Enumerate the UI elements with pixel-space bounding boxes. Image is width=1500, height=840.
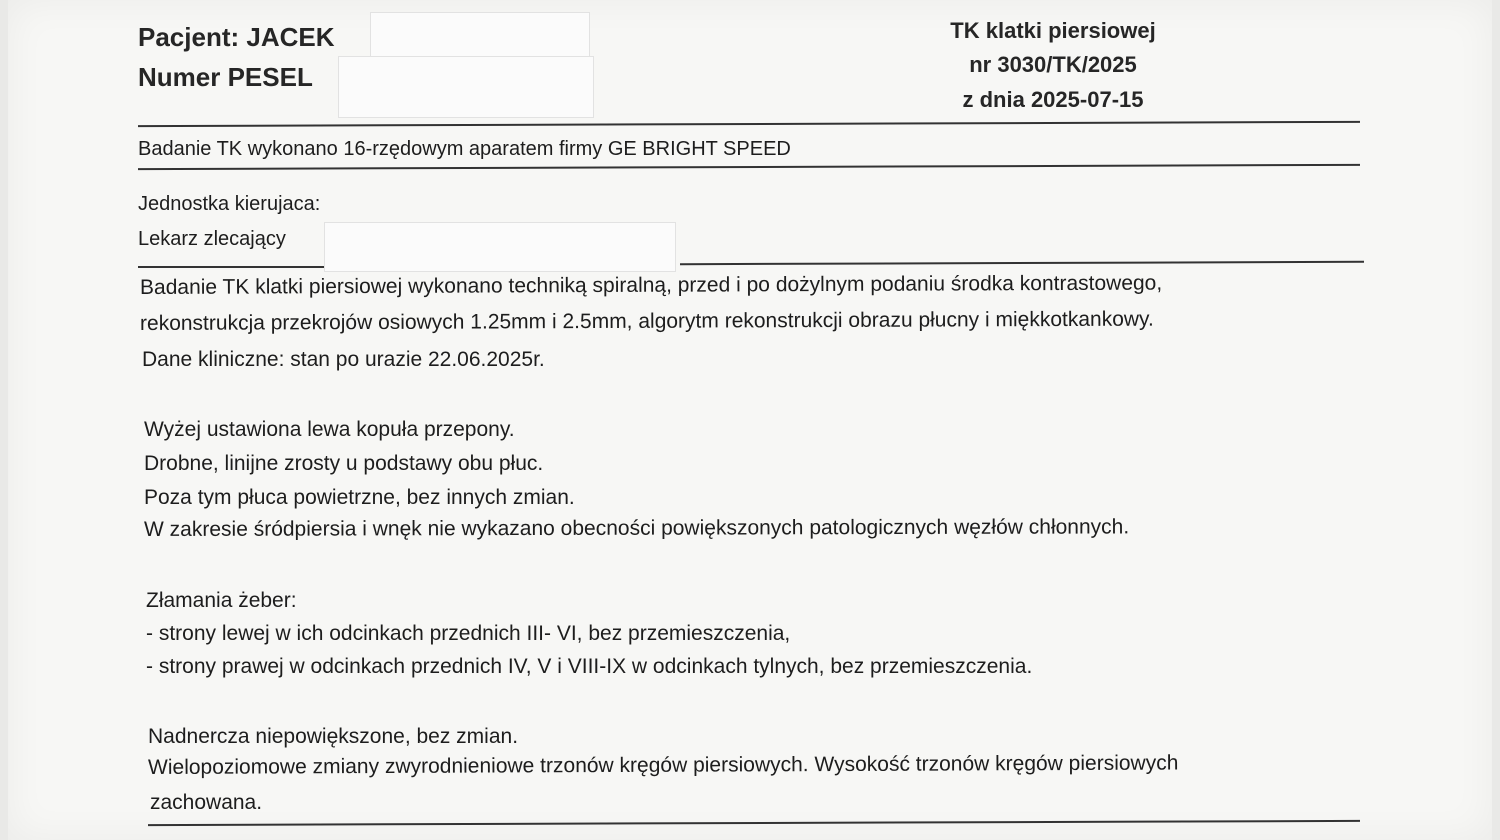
divider xyxy=(680,261,1364,265)
spine-finding-line-1: Wielopoziomowe zmiany zwyrodnieniowe trzonów kręgów piersiowych. Wysokość trzonów kręgów piersiowych xyxy=(147,751,1179,779)
patient-label: Pacjent: JACEK xyxy=(138,22,335,52)
finding-line: Drobne, linijne zrosty u podstawy obu płuc. xyxy=(144,452,544,475)
divider xyxy=(138,121,1360,127)
redaction-pesel xyxy=(338,56,594,118)
redaction-doctor xyxy=(324,222,676,272)
clinical-data: Dane kliniczne: stan po urazie 22.06.2025r. xyxy=(142,348,545,371)
exam-title: TK klatki piersiowej xyxy=(950,18,1156,43)
ordering-doctor-label: Lekarz zlecający xyxy=(138,228,286,250)
pesel-label: Numer PESEL xyxy=(138,62,313,92)
fracture-item: - strony lewej w ich odcinkach przednich III- VI, bez przemieszczenia, xyxy=(146,622,791,645)
divider xyxy=(138,266,324,268)
finding-line: Poza tym płuca powietrzne, bez innych zmian. xyxy=(144,486,575,509)
document-page xyxy=(8,0,1492,840)
adrenal-finding: Nadnercza niepowiększone, bez zmian. xyxy=(148,725,519,748)
divider xyxy=(148,820,1360,826)
exam-date: z dnia 2025-07-15 xyxy=(962,87,1144,112)
technique-line-1: Badanie TK klatki piersiowej wykonano techniką spiralną, przed i po dożylnym podaniu środka kontrastowego, xyxy=(139,271,1163,299)
redaction-patient-name xyxy=(370,12,590,58)
fracture-item: - strony prawej w odcinkach przednich IV, V i VIII-IX w odcinkach tylnych, bez przemieszczenia. xyxy=(146,655,1033,678)
technique-line-2: rekonstrukcja przekrojów osiowych 1.25mm i 2.5mm, algorytm rekonstrukcji obrazu płucny i miękkotkankowy. xyxy=(139,307,1154,335)
fractures-heading: Złamania żeber: xyxy=(146,589,297,612)
spine-finding-line-2: zachowana. xyxy=(150,791,263,814)
finding-line: W zakresie śródpiersia i wnęk nie wykazano obecności powiększonych patologicznych węzłów chłonnych. xyxy=(143,515,1130,541)
device-line: Badanie TK wykonano 16-rzędowym aparatem firmy GE BRIGHT SPEED xyxy=(138,138,791,160)
referring-unit-label: Jednostka kierujaca: xyxy=(138,193,321,215)
divider xyxy=(138,164,1360,170)
finding-line: Wyżej ustawiona lewa kopuła przepony. xyxy=(144,418,515,441)
exam-number: nr 3030/TK/2025 xyxy=(969,52,1137,77)
